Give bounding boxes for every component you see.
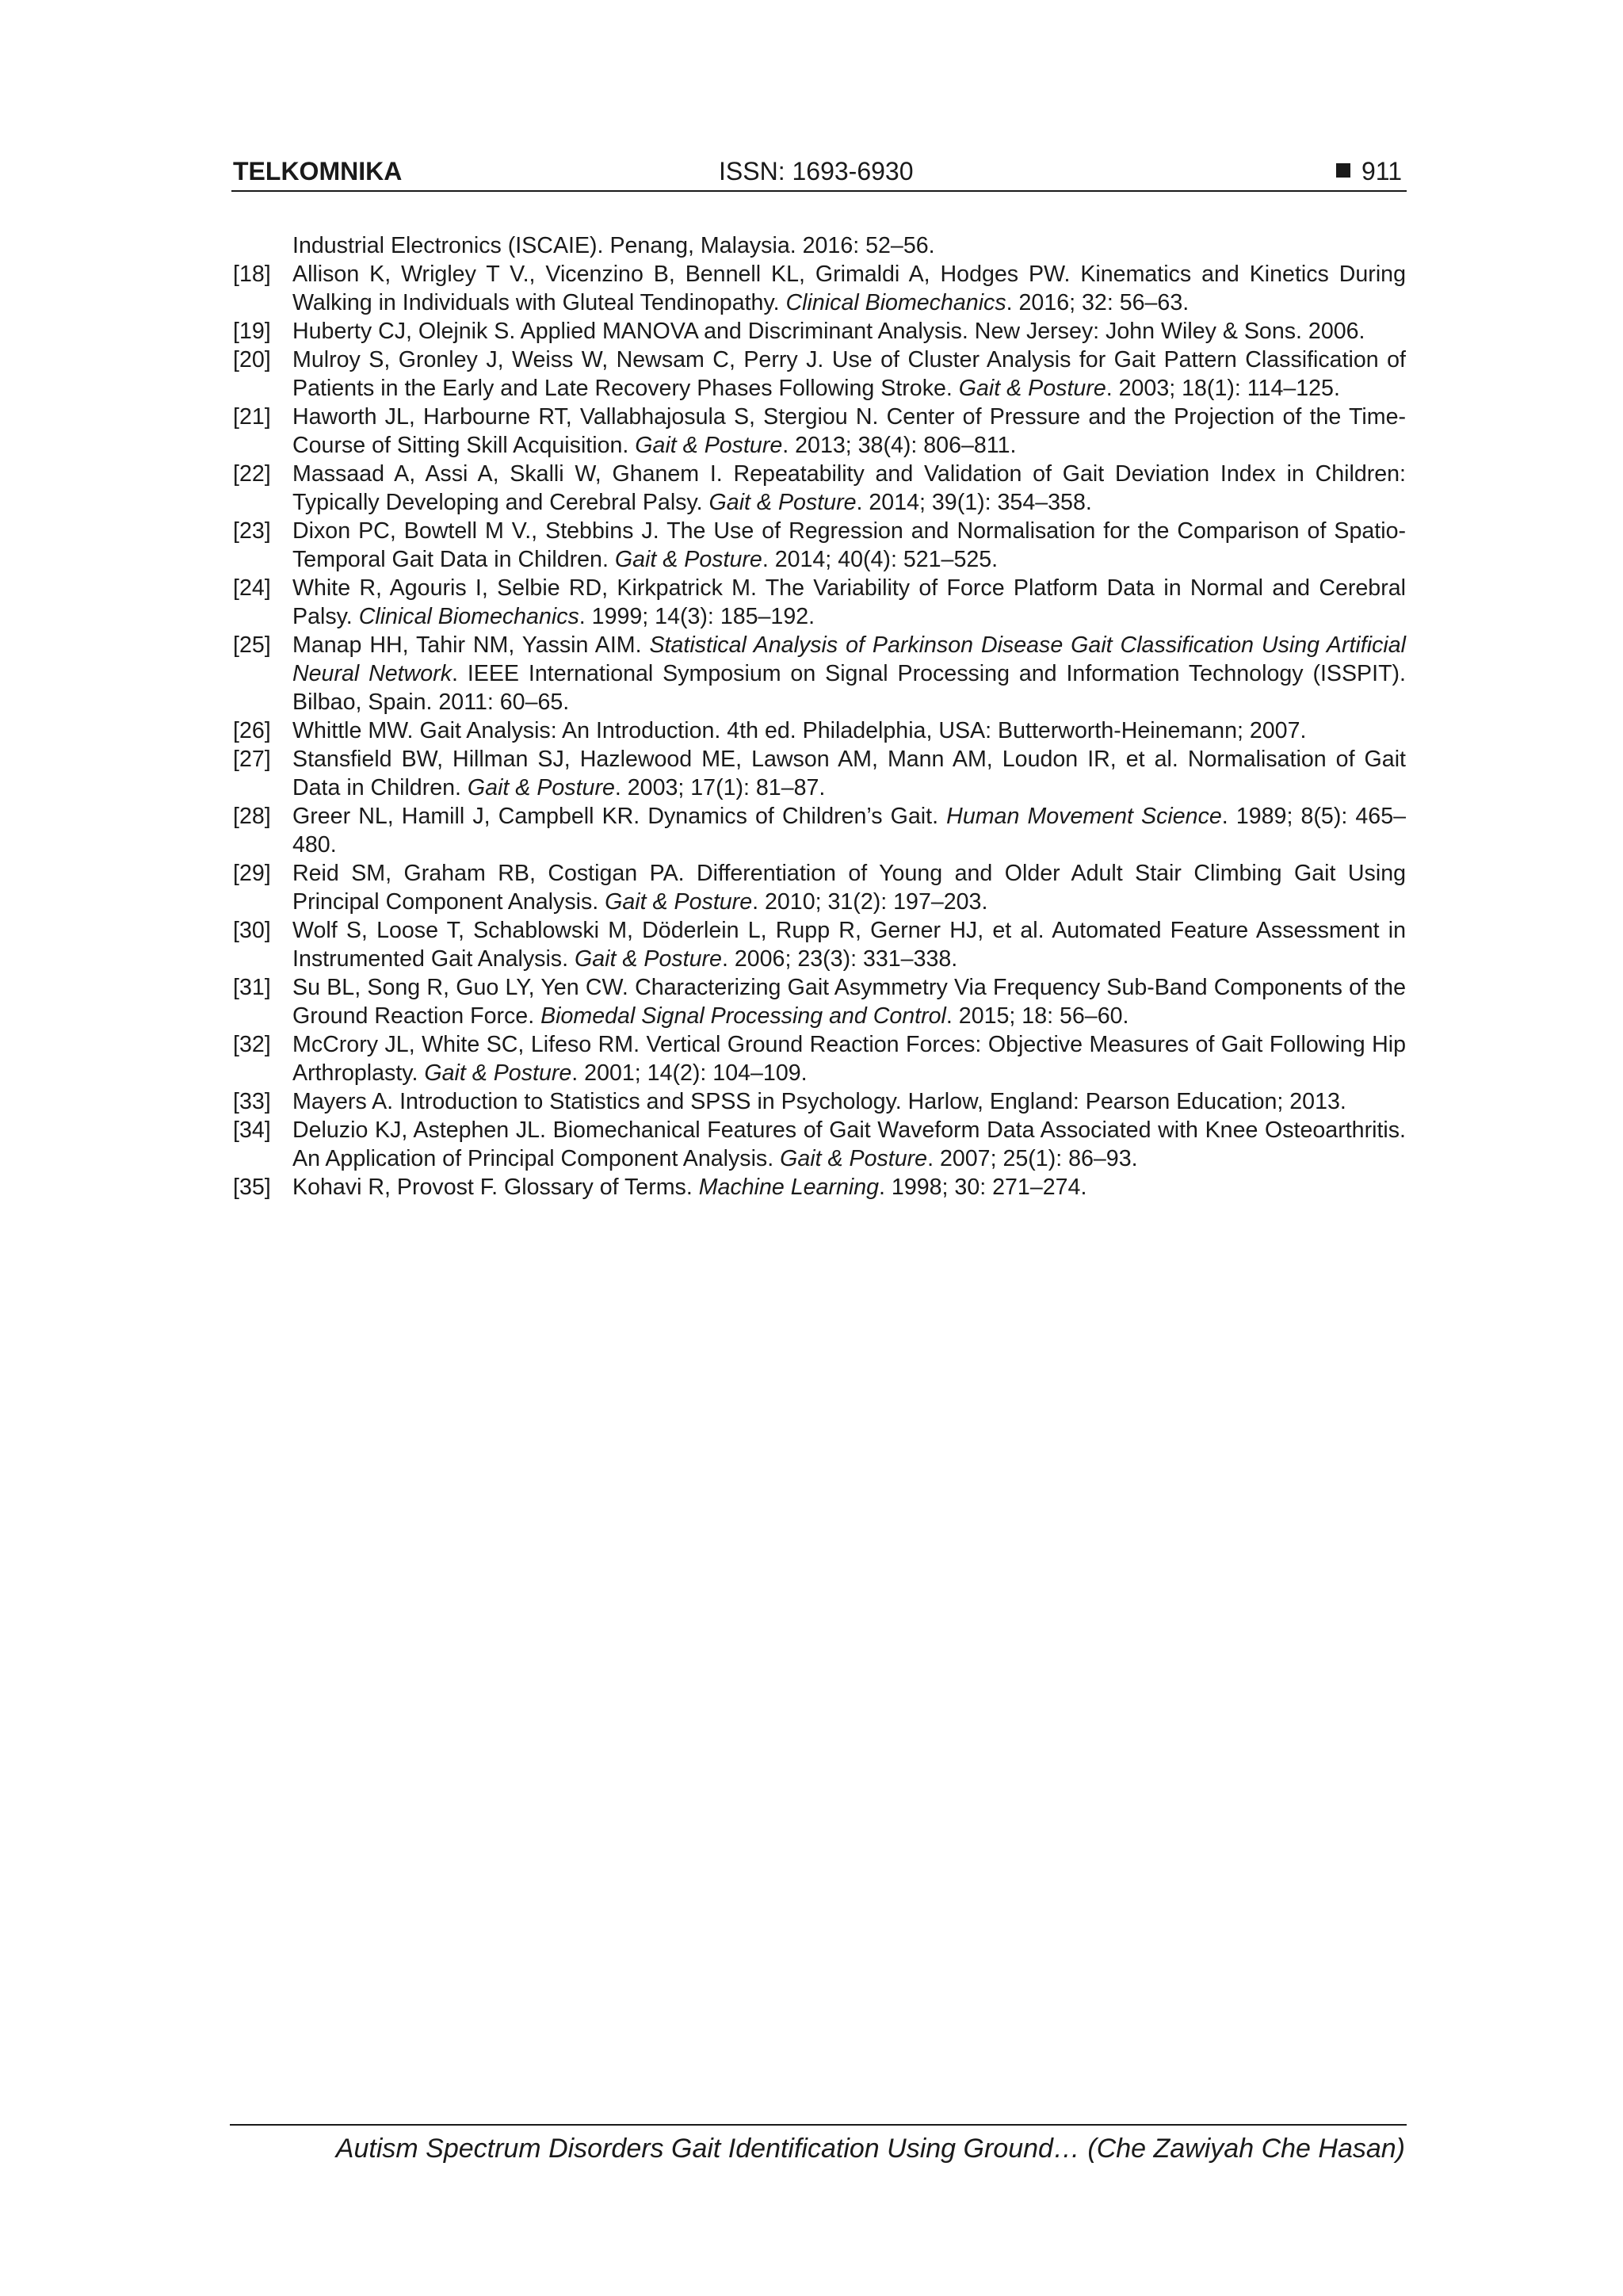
- reference-item: [231, 460, 1406, 517]
- reference-number: [24]: [233, 575, 271, 601]
- page-number-value: 911: [1361, 157, 1402, 185]
- reference-item: [231, 859, 1406, 916]
- reference-segment: Stansfield BW, Hillman SJ, Hazlewood ME, Lawson AM, Mann AM, Loudon IR, et al. Normalisation of Gait Data in Children.: [292, 747, 1406, 800]
- reference-text: [292, 319, 1365, 344]
- reference-segment: . 1999; 14(3): 185–192.: [579, 604, 815, 629]
- reference-source-italic: Human Movement Science: [946, 804, 1222, 829]
- reference-number: [35]: [233, 1175, 271, 1200]
- reference-item: [231, 260, 1406, 317]
- reference-segment: . 1998; 30: 271–274.: [879, 1175, 1087, 1200]
- reference-source-italic: Biomedal Signal Processing and Control: [540, 1003, 946, 1029]
- reference-number: [23]: [233, 518, 271, 544]
- reference-number: [30]: [233, 918, 271, 943]
- reference-item: [231, 403, 1406, 460]
- reference-number: [34]: [233, 1117, 271, 1143]
- reference-item: [231, 317, 1406, 346]
- reference-text: [292, 461, 1406, 515]
- reference-segment: . 2015; 18: 56–60.: [945, 1003, 1129, 1029]
- reference-segment: Mulroy S, Gronley J, Weiss W, Newsam C, Perry J. Use of Cluster Analysis for Gait Pattern Classification of Patients in the Early and Late Recovery Phases Following Stroke.: [292, 347, 1406, 401]
- reference-segment: Kohavi R, Provost F. Glossary of Terms.: [292, 1175, 699, 1200]
- reference-number: [26]: [233, 718, 271, 743]
- reference-text: [292, 632, 1406, 715]
- reference-source-italic: Gait & Posture: [424, 1060, 572, 1086]
- page-header: [231, 155, 1407, 192]
- reference-segment: Massaad A, Assi A, Skalli W, Ghanem I. Repeatability and Validation of Gait Deviation Index in Children: Typically Developing and Cerebral Palsy.: [292, 461, 1406, 515]
- reference-number: [28]: [233, 804, 271, 829]
- reference-text: [292, 1117, 1406, 1171]
- journal-name: TELKOMNIKA: [233, 157, 403, 185]
- reference-number: [25]: [233, 632, 271, 658]
- reference-text: [292, 404, 1406, 458]
- reference-segment: Allison K, Wrigley T V., Vicenzino B, Bennell KL, Grimaldi A, Hodges PW. Kinematics and Kinetics During Walking in Individuals with Gluteal Tendinopathy.: [292, 262, 1406, 315]
- reference-segment: McCrory JL, White SC, Lifeso RM. Vertical Ground Reaction Forces: Objective Measures of Gait Following Hip Arthroplasty.: [292, 1032, 1406, 1086]
- reference-item: [231, 517, 1406, 574]
- reference-text: [292, 518, 1406, 572]
- reference-segment: . 2014; 39(1): 354–358.: [856, 490, 1092, 515]
- reference-text: [292, 1032, 1406, 1086]
- reference-segment: . 2003; 17(1): 81–87.: [614, 775, 826, 800]
- reference-text: [292, 347, 1406, 401]
- reference-segment: Manap HH, Tahir NM, Yassin AIM.: [292, 632, 650, 658]
- reference-text: [292, 975, 1406, 1029]
- reference-segment: Wolf S, Loose T, Schablowski M, Döderlein L, Rupp R, Gerner HJ, et al. Automated Feature Assessment in Instrumented Gait Analysis.: [292, 918, 1406, 972]
- reference-item: [231, 745, 1406, 802]
- reference-segment: Deluzio KJ, Astephen JL. Biomechanical Features of Gait Waveform Data Associated with Knee Osteoarthritis. An Application of Principal Component Analysis.: [292, 1117, 1406, 1171]
- reference-segment: . 2003; 18(1): 114–125.: [1106, 376, 1340, 401]
- reference-segment: Dixon PC, Bowtell M V., Stebbins J. The Use of Regression and Normalisation for the Comparison of Spatio-Temporal Gait Data in Children.: [292, 518, 1406, 572]
- reference-source-italic: Gait & Posture: [780, 1146, 928, 1171]
- reference-item: [231, 716, 1406, 745]
- reference-segment: . 2010; 31(2): 197–203.: [752, 889, 988, 915]
- reference-source-italic: Gait & Posture: [605, 889, 753, 915]
- reference-source-italic: Gait & Posture: [708, 490, 857, 515]
- reference-segment: . 1989; 8(5): 465–480.: [292, 804, 1407, 858]
- page-number: [1336, 155, 1402, 187]
- reference-item: [231, 574, 1406, 631]
- reference-text: [292, 575, 1406, 629]
- reference-segment: . 2001; 14(2): 104–109.: [571, 1060, 808, 1086]
- reference-text: [292, 233, 935, 258]
- reference-number: [20]: [233, 347, 271, 372]
- reference-segment: Huberty CJ, Olejnik S. Applied MANOVA and Discriminant Analysis. New Jersey: John Wiley & Sons. 2006.: [292, 319, 1365, 344]
- reference-segment: . 2013; 38(4): 806–811.: [782, 433, 1017, 458]
- reference-number: [19]: [233, 319, 271, 344]
- reference-segment: White R, Agouris I, Selbie RD, Kirkpatrick M. The Variability of Force Platform Data in Normal and Cerebral Palsy.: [292, 575, 1406, 629]
- reference-text: [292, 747, 1406, 800]
- reference-number: [18]: [233, 262, 271, 287]
- reference-source-italic: Statistical Analysis of Parkinson Disease Gait Classification Using Artificial Neural Network: [292, 632, 1406, 686]
- reference-segment: Su BL, Song R, Guo LY, Yen CW. Characterizing Gait Asymmetry Via Frequency Sub-Band Components of the Ground Reaction Force.: [292, 975, 1406, 1029]
- reference-text: [292, 262, 1406, 315]
- reference-source-italic: Gait & Posture: [635, 433, 783, 458]
- reference-text: [292, 718, 1306, 743]
- reference-number: [32]: [233, 1032, 271, 1057]
- issn-label: ISSN: 1693-6930: [719, 157, 914, 185]
- reference-number: [22]: [233, 461, 271, 487]
- reference-text: [292, 1175, 1086, 1200]
- reference-item: [231, 631, 1406, 716]
- reference-source-italic: Machine Learning: [698, 1175, 880, 1200]
- reference-item: [231, 1030, 1406, 1087]
- reference-segment: . IEEE International Symposium on Signal Processing and Information Technology (ISSPIT). Bilbao, Spain. 2011: 60–65.: [292, 661, 1406, 715]
- reference-segment: Reid SM, Graham RB, Costigan PA. Differentiation of Young and Older Adult Stair Climbing Gait Using Principal Component Analysis.: [292, 861, 1406, 915]
- reference-item: [231, 231, 1406, 260]
- reference-item: [231, 916, 1406, 973]
- reference-item: [231, 1087, 1406, 1116]
- reference-segment: Mayers A. Introduction to Statistics and SPSS in Psychology. Harlow, England: Pearson Education; 2013.: [292, 1089, 1346, 1114]
- square-bullet-icon: [1336, 163, 1350, 178]
- reference-segment: Greer NL, Hamill J, Campbell KR. Dynamics of Children’s Gait.: [292, 804, 947, 829]
- reference-text: [292, 918, 1406, 972]
- reference-source-italic: Clinical Biomechanics: [358, 604, 579, 629]
- reference-source-italic: Clinical Biomechanics: [785, 290, 1006, 315]
- reference-number: [29]: [233, 861, 271, 886]
- reference-number: [33]: [233, 1089, 271, 1114]
- reference-segment: Whittle MW. Gait Analysis: An Introduction. 4th ed. Philadelphia, USA: Butterworth-Heinemann; 2007.: [292, 718, 1307, 743]
- reference-source-italic: Gait & Posture: [614, 547, 762, 572]
- reference-text: [292, 1089, 1346, 1114]
- reference-segment: Industrial Electronics (ISCAIE). Penang, Malaysia. 2016: 52–56.: [292, 233, 935, 258]
- running-title: Autism Spectrum Disorders Gait Identification Using Ground… (Che Zawiyah Che Hasan): [335, 2134, 1405, 2164]
- reference-segment: . 2007; 25(1): 86–93.: [927, 1146, 1138, 1171]
- reference-segment: . 2014; 40(4): 521–525.: [762, 547, 999, 572]
- reference-item: [231, 1173, 1406, 1201]
- reference-segment: Haworth JL, Harbourne RT, Vallabhajosula S, Stergiou N. Center of Pressure and the Projection of the Time-Course of Sitting Skill Acquisition.: [292, 404, 1406, 458]
- reference-text: [292, 861, 1406, 915]
- reference-item: [231, 973, 1406, 1030]
- reference-number: [31]: [233, 975, 271, 1000]
- reference-segment: . 2006; 23(3): 331–338.: [721, 946, 958, 972]
- reference-source-italic: Gait & Posture: [575, 946, 722, 972]
- page-footer: [230, 2124, 1407, 2164]
- reference-source-italic: Gait & Posture: [958, 376, 1106, 401]
- reference-item: [231, 1116, 1406, 1173]
- reference-text: [292, 804, 1406, 858]
- reference-number: [27]: [233, 747, 271, 772]
- reference-list: [231, 231, 1406, 1201]
- reference-source-italic: Gait & Posture: [467, 775, 615, 800]
- reference-number: [21]: [233, 404, 271, 430]
- reference-segment: . 2016; 32: 56–63.: [1006, 290, 1190, 315]
- reference-item: [231, 346, 1406, 403]
- reference-item: [231, 802, 1406, 859]
